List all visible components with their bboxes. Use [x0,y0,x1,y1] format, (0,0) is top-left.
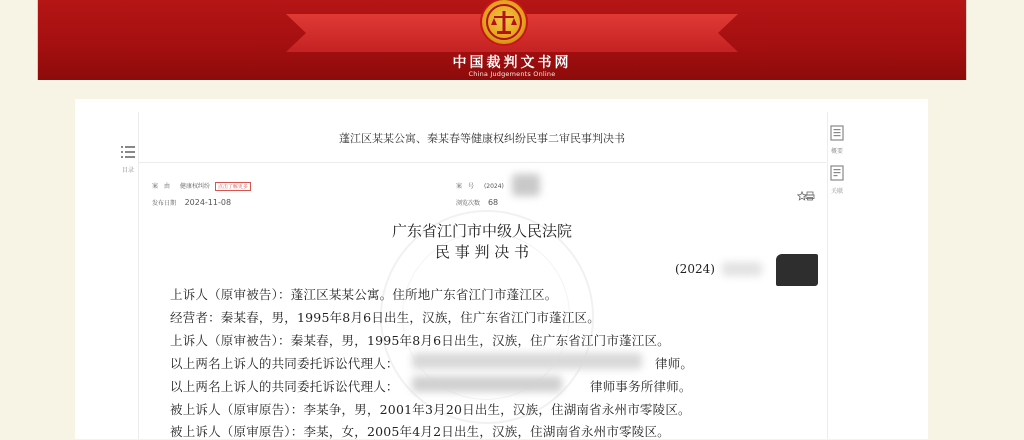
related-button[interactable] [826,165,848,195]
publish-date: 2024-11-08 [184,198,232,207]
publish-label: 发布日期 [152,200,177,207]
toc-label: 目录 [121,167,134,174]
redaction-blur [412,353,642,369]
summary-button[interactable] [826,125,848,155]
party-line-tail: 律师事务所律师。 [590,379,692,394]
party-line: 以上两名上诉人的共同委托诉讼代理人： [170,356,399,371]
document-type: 民 事 判 决 书 [434,243,530,261]
summary-doc-icon [830,125,844,141]
party-line: 经营者：秦某春，男，1995年8月6日出生，汉族，住广东省江门市蓬江区。 [170,310,600,325]
site-title[interactable]: 中国裁判文书网 [452,55,572,71]
list-icon [120,144,136,160]
related-label: 关联 [830,188,843,195]
views-row [456,198,498,207]
toc-button[interactable] [116,144,140,174]
party-line: 上诉人（原审被告）：秦某春，男，1995年8月6日出生，汉族，住广东省江门市蓬江区。 [170,333,670,348]
cause-label: 案 由 [152,183,171,190]
cause-value: 健康权纠纷 [179,183,210,190]
caseno-row [456,181,504,190]
divider [138,162,826,163]
redaction-blur [412,376,562,392]
case-number: (2024) [675,262,715,276]
party-line: 被上诉人（原审原告）：李某，女，2005年4月2日出生，汉族，住湖南省永州市零陵区。 [170,424,670,439]
publish-row [152,198,231,207]
party-line: 上诉人（原审被告）：蓬江区某某公寓。住所地广东省江门市蓬江区。 [170,287,558,302]
print-button[interactable] [803,186,817,205]
cause-row [152,181,251,191]
redaction-block [776,254,818,286]
caseno-label: 案 号 [456,183,475,190]
printer-icon [805,191,815,201]
cause-more-link[interactable]: 点击了解更多 [215,182,251,191]
summary-label: 概要 [830,148,843,155]
document-title: 蓬江区某某公寓、秦某春等健康权纠纷民事二审民事判决书 [339,132,625,145]
court-emblem-icon[interactable] [482,0,526,44]
redaction-blur [512,174,540,196]
related-doc-icon [830,165,844,181]
party-line: 以上两名上诉人的共同委托诉讼代理人： [170,379,399,394]
views-label: 浏览次数 [456,200,481,207]
party-line-tail: 律师。 [655,356,694,371]
site-subtitle: China Judgements Online [468,70,556,78]
views-count: 68 [487,198,499,207]
caseno-value: (2024) [483,183,504,190]
redaction-blur [722,262,762,276]
court-name: 广东省江门市中级人民法院 [391,222,572,240]
party-line: 被上诉人（原审原告）：李某争，男，2001年3月20日出生，汉族，住湖南省永州市零陵区。 [170,402,691,417]
